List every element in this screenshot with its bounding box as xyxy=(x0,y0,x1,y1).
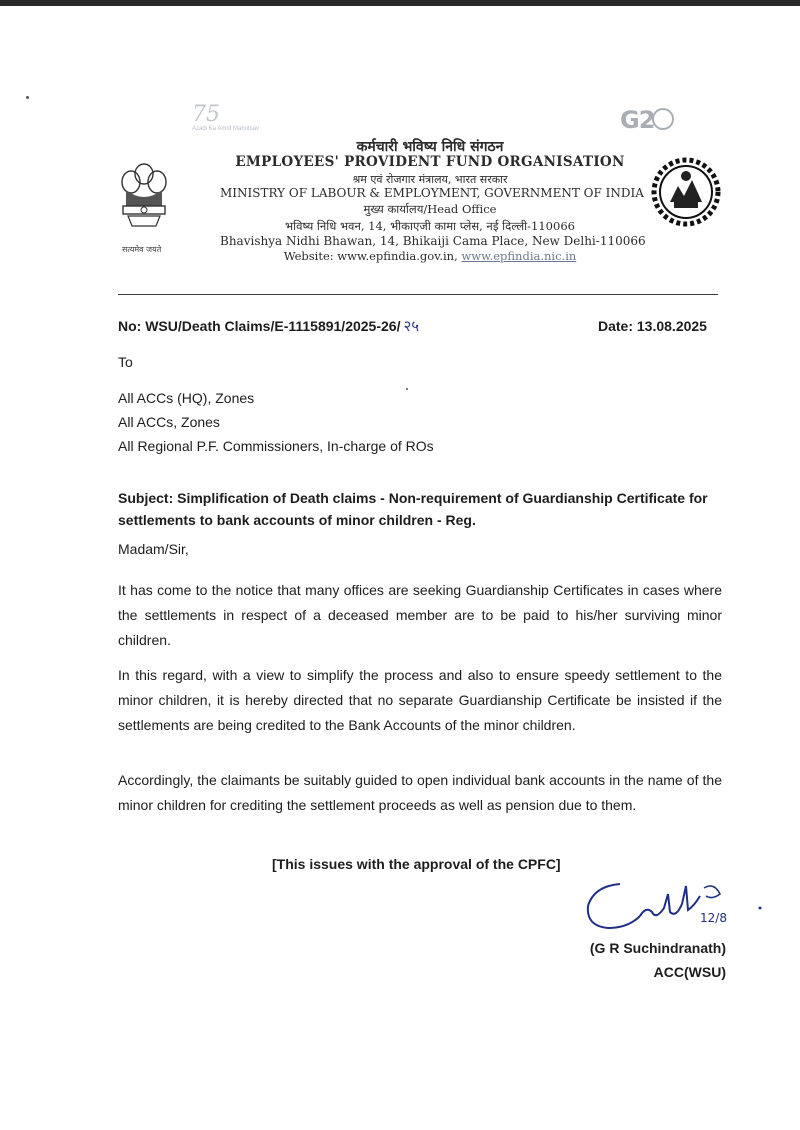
body-paragraph: It has come to the notice that many offices are seeking Guardianship Certificates in cases where the settlements in respect of a deceased member are to be paid to his/her surviving minor children. xyxy=(118,582,722,648)
org-name-hindi: कर्मचारी भविष्य निधि संगठन xyxy=(356,139,504,155)
recipient-line: All Regional P.F. Commissioners, In-charge of ROs xyxy=(118,438,434,454)
handwritten-signature xyxy=(582,866,772,942)
letter-date: Date: 13.08.2025 xyxy=(598,318,707,334)
body-paragraph: Accordingly, the claimants be suitably guided to open individual bank accounts in the name of the minor children for crediting the settlement proceeds as well as pension due to them. xyxy=(118,772,722,813)
scan-top-edge xyxy=(0,0,800,6)
azadi-logo: 75 Azadi Ka Amrit Mahotsav xyxy=(192,102,260,132)
reference-text: No: WSU/Death Claims/E-1115891/2025-26/ xyxy=(118,318,401,334)
office-label: मुख्य कार्यालय/Head Office xyxy=(363,202,497,216)
g20-logo: G2 xyxy=(620,106,674,134)
reference-number xyxy=(118,314,419,339)
ministry-hindi: श्रम एवं रोजगार मंत्रालय, भारत सरकार xyxy=(352,173,508,186)
website-line xyxy=(220,249,640,263)
website-prefix: Website: www.epfindia.gov.in, xyxy=(283,249,458,263)
scan-speck xyxy=(406,388,408,390)
website-link[interactable]: www.epfindia.nic.in xyxy=(461,249,577,263)
signature-date: 12/8 xyxy=(700,911,727,925)
signatory-name: (G R Suchindranath) xyxy=(589,940,726,956)
approval-note: [This issues with the approval of the CPFC] xyxy=(272,856,561,872)
letterhead-divider xyxy=(118,294,718,295)
subject-line: Subject: Simplification of Death claims - Non-requirement of Guardianship Certificate for settlements to bank accounts of minor children - Reg. xyxy=(118,490,708,528)
emblem-caption: सत्यमेव जयते xyxy=(122,245,162,254)
org-name: EMPLOYEES' PROVIDENT FUND ORGANISATION xyxy=(235,154,625,170)
reference-handwritten-suffix: २५ xyxy=(403,317,420,335)
scan-speck xyxy=(26,96,29,99)
recipient-line: All ACCs (HQ), Zones xyxy=(118,390,255,406)
signatory-designation: ACC(WSU) xyxy=(653,964,726,980)
ministry-name: MINISTRY OF LABOUR & EMPLOYMENT, GOVERNMENT OF INDIA xyxy=(220,186,644,200)
to-label: To xyxy=(118,354,133,370)
national-emblem-icon xyxy=(118,160,170,240)
body-paragraph: In this regard, with a view to simplify the process and also to ensure speedy settlement to the minor children, it is hereby directed that no separate Guardianship Certificate be insisted if the settlements are being credited to the Bank Accounts of the minor children. xyxy=(118,667,722,733)
recipient-line: All ACCs, Zones xyxy=(118,414,220,430)
salutation: Madam/Sir, xyxy=(118,541,189,557)
address: Bhavishya Nidhi Bhawan, 14, Bhikaiji Cama Place, New Delhi-110066 xyxy=(220,234,646,248)
epfo-logo-icon xyxy=(650,152,722,236)
address-hindi: भविष्य निधि भवन, 14, भीकाएजी कामा प्लेस, नई दिल्ली-110066 xyxy=(285,219,575,233)
